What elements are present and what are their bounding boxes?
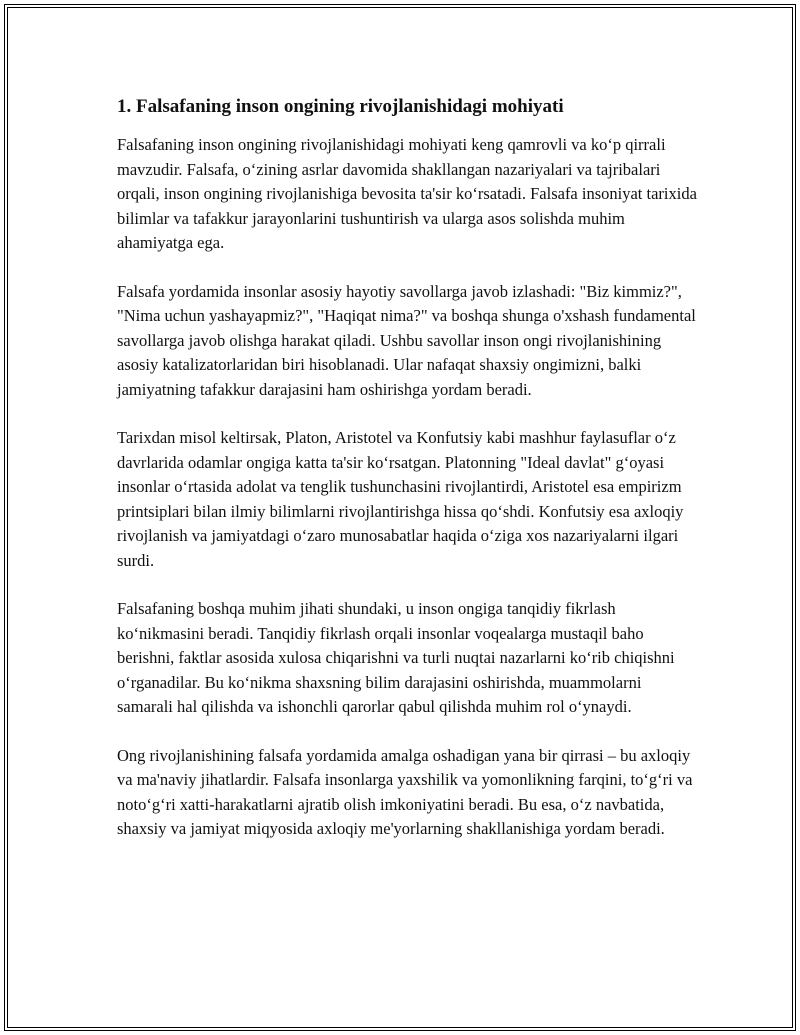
- paragraph-1: Falsafaning inson ongining rivojlanishidagi mohiyati keng qamrovli va ko‘p qirrali mavzudir. Falsafa, o‘zining asrlar davomida shakllangan nazariyalari va tajribalari orqali, inson ongining rivojlanishiga bevosita ta'sir ko‘rsatadi. Falsafa insoniyat tarixida bilimlar va tafakkur jarayonlarini tushuntirish va ularga asos solishda muhim ahamiyatga ega.: [117, 135, 697, 252]
- paragraph-5: Ong rivojlanishining falsafa yordamida amalga oshadigan yana bir qirrasi – bu axloqiy va ma'naviy jihatlardir. Falsafa insonlarga yaxshilik va yomonlikning farqini, to‘g‘ri va noto‘g‘ri xatti-harakatlarni ajratib olish imkoniyatini beradi. Bu esa, o‘z navbatida, shaxsiy va jamiyat miqyosida axloqiy me'yorlarning shakllanishiga yordam beradi.: [117, 745, 693, 838]
- paragraph-4: Falsafaning boshqa muhim jihati shundaki, u inson ongiga tanqidiy fikrlash ko‘nikmasini beradi. Tanqidiy fikrlash orqali insonlar voqealarga mustaqil baho berishni, faktlar asosida xulosa chiqarishni va turli nuqtai nazarlarni ko‘rib chiqishni o‘rganadilar. Bu ko‘nikma shaxsning bilim darajasini oshirishda, muammolarni samarali hal qilishda va ishonchli qarorlar qabul qilishda muhim rol o‘ynaydi.: [117, 599, 675, 716]
- section-heading: 1. Falsafaning inson ongining rivojlanishidagi mohiyati: [117, 96, 564, 117]
- paragraph-3: Tarixdan misol keltirsak, Platon, Aristotel va Konfutsiy kabi mashhur faylasuflar o‘z davrlarida odamlar ongiga katta ta'sir ko‘rsatgan. Platonning "Ideal davlat" g‘oyasi insonlar o‘rtasida adolat va tenglik tushunchasini rivojlantirdi, Aristotel esa empirizm printsiplari bilan ilmiy bilimlarni rivojlantirishga hissa qo‘shdi. Konfutsiy esa axloqiy rivojlanish va jamiyatdagi o‘zaro munosabatlar haqida o‘ziga xos nazariyalarni ilgari surdi.: [117, 428, 684, 570]
- document-body: [117, 93, 697, 866]
- paragraph-2: Falsafa yordamida insonlar asosiy hayotiy savollarga javob izlashadi: "Biz kimmiz?", "Nima uchun yashayapmiz?", "Haqiqat nima?" va boshqa shunga o'xshash fundamental savollarga javob olishga harakat qiladi. Ushbu savollar inson ongi rivojlanishining asosiy katalizatorlaridan biri hisoblanadi. Ular nafaqat shaxsiy ongimizni, balki jamiyatning tafakkur darajasini ham oshirishga yordam beradi.: [117, 281, 696, 399]
